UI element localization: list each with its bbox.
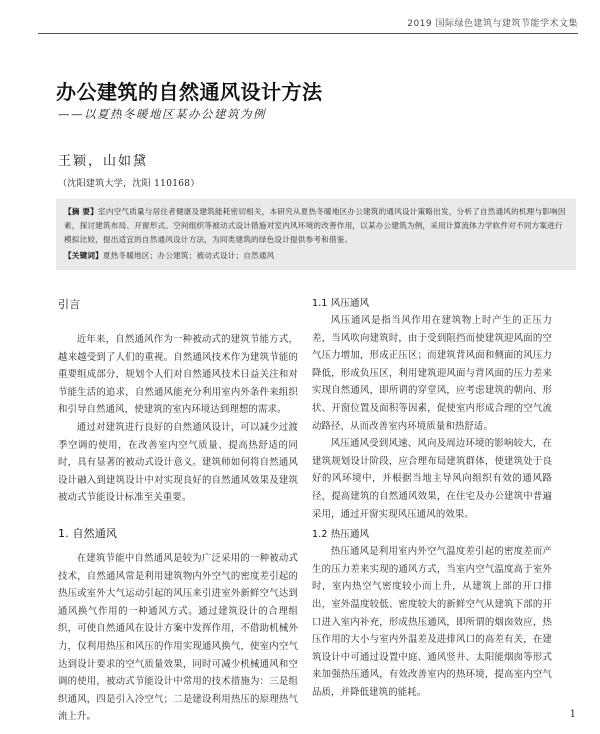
keywords-text: 夏热冬暖地区；办公建筑；被动式设计；自然通风 bbox=[102, 251, 275, 260]
paper-authors: 王颖，山如黛 bbox=[58, 154, 149, 169]
abstract-block bbox=[56, 199, 576, 270]
right-column bbox=[312, 296, 552, 701]
keywords bbox=[64, 249, 568, 263]
paper-subtitle: ——以夏热冬暖地区某办公建筑为例 bbox=[58, 107, 266, 121]
section-1-paragraph-1: 在建筑节能中自然通风是较为广泛采用的一种被动式技术，自然通风常是利用建筑物内外空气的密度差引起的热压或室外大气运动引起的风压来引进室外新鲜空气达到通风换气作用的一种通风方式。通过建筑设计的合理组织，可使自然通风在设计方案中发挥作用，不借助机械外力，仅利用热压和风压的作用实现通风换气，使室内空气达到设计要求的空气质量效果，同时可减少机械通风和空调的使用，被动式节能设计中常用的技术措施为：三是组织通风，四是引入冷空气；二是建设利用热压的原理热气流上升。 bbox=[58, 552, 298, 723]
running-header: 2019 国际绿色建筑与建筑节能学术文集 bbox=[407, 19, 578, 29]
paper-title: 办公建筑的自然通风设计方法 bbox=[56, 80, 323, 104]
page-number: 1 bbox=[569, 709, 576, 720]
subsection-1-1-paragraph-2: 风压通风受到风速、风向及周边环境的影响较大，在建筑规划设计阶段，应合理布局建筑群体，使建筑处于良好的风环境中，并根据当地主导风向组织有效的通风路径，提高建筑的自然通风效果，在住宅及办公建筑中普遍采用，通过开窗实现风压通风的效果。 bbox=[312, 438, 552, 520]
subsection-1-2-heading: 1.2 热压通风 bbox=[312, 529, 370, 541]
keywords-label: 【关键词】 bbox=[64, 251, 103, 260]
subsection-1-1-heading: 1.1 风压通风 bbox=[312, 298, 370, 309]
subsection-1-1-paragraph-1: 风压通风是指当风作用在建筑物上时产生的正压力差，当风吹向建筑时，由于受到阻挡而使建筑迎风面的空气压力增加，形成正压区；而建筑背风面和侧面的风压力降低，形成负压区，利用建筑迎风面与背风面的压力差来实现自然通风，即所谓的穿堂风，应考虑建筑的朝向、形状、开窗位置及面积等因素，促使室内形成合理的空气流动路径，从而改善室内环境质量和热舒适。 bbox=[312, 315, 552, 432]
left-column bbox=[58, 296, 298, 726]
intro-paragraph-2: 通过对建筑进行良好的自然通风设计，可以减少过渡季空调的使用，在改善室内空气质量、提高热舒适的同时，具有显著的被动式设计意义。建筑师如何将自然通风设计融入到建筑设计中对实现良好的自然通风效果及建筑被动式节能设计标准至关重要。 bbox=[58, 421, 298, 504]
abstract bbox=[64, 205, 568, 247]
intro-heading: 引言 bbox=[58, 298, 81, 311]
abstract-text: 室内空气质量与居住者健康及建筑能耗密切相关，本研究从夏热冬暖地区办公建筑的通风设计策略出发，分析了自然通风的机理与影响因素，探讨建筑布局、开窗形式、空间组织等被动式设计措施对室内风环境的改善作用，以某办公建筑为例，采用计算流体力学软件对不同方案进行模拟比较，提出适宜的自然通风设计方法，为同类建筑的绿色设计提供参考和借鉴。 bbox=[64, 207, 566, 244]
section-1-heading: 1. 自然通风 bbox=[58, 526, 118, 540]
intro-paragraph-1: 近年来，自然通风作为一种被动式的建筑节能方式，越来越受到了人们的重视。自然通风技术作为建筑节能的重要组成部分，规划个人们对自然通风技术日益关注和对节能生活的追求，自然通风能充分利用室内外条件来组织和引导自然通风，使建筑的室内环境达到理想的需求。 bbox=[58, 334, 298, 416]
header-rule bbox=[38, 33, 578, 34]
paper-affiliation: （沈阳建筑大学，沈阳 110168） bbox=[58, 179, 200, 189]
abstract-label: 【摘 要】 bbox=[64, 207, 99, 216]
subsection-1-2-paragraph-1: 热压通风是利用室内外空气温度差引起的密度差而产生的压力差来实现的通风方式，当室内空气温度高于室外时，室内热空气密度较小而上升，从建筑上部的开口排出，室外温度较低、密度较大的新鲜空气从建筑下部的开口进入室内补充，形成热压通风，即所谓的烟囱效应，热压作用的大小与室内外温差及进排风口的高差有关，在建筑设计中可通过设置中庭、通风竖井、太阳能烟囱等形式来加强热压通风，有效改善室内的热环境，提高室内空气品质，并降低建筑的能耗。 bbox=[312, 546, 552, 698]
